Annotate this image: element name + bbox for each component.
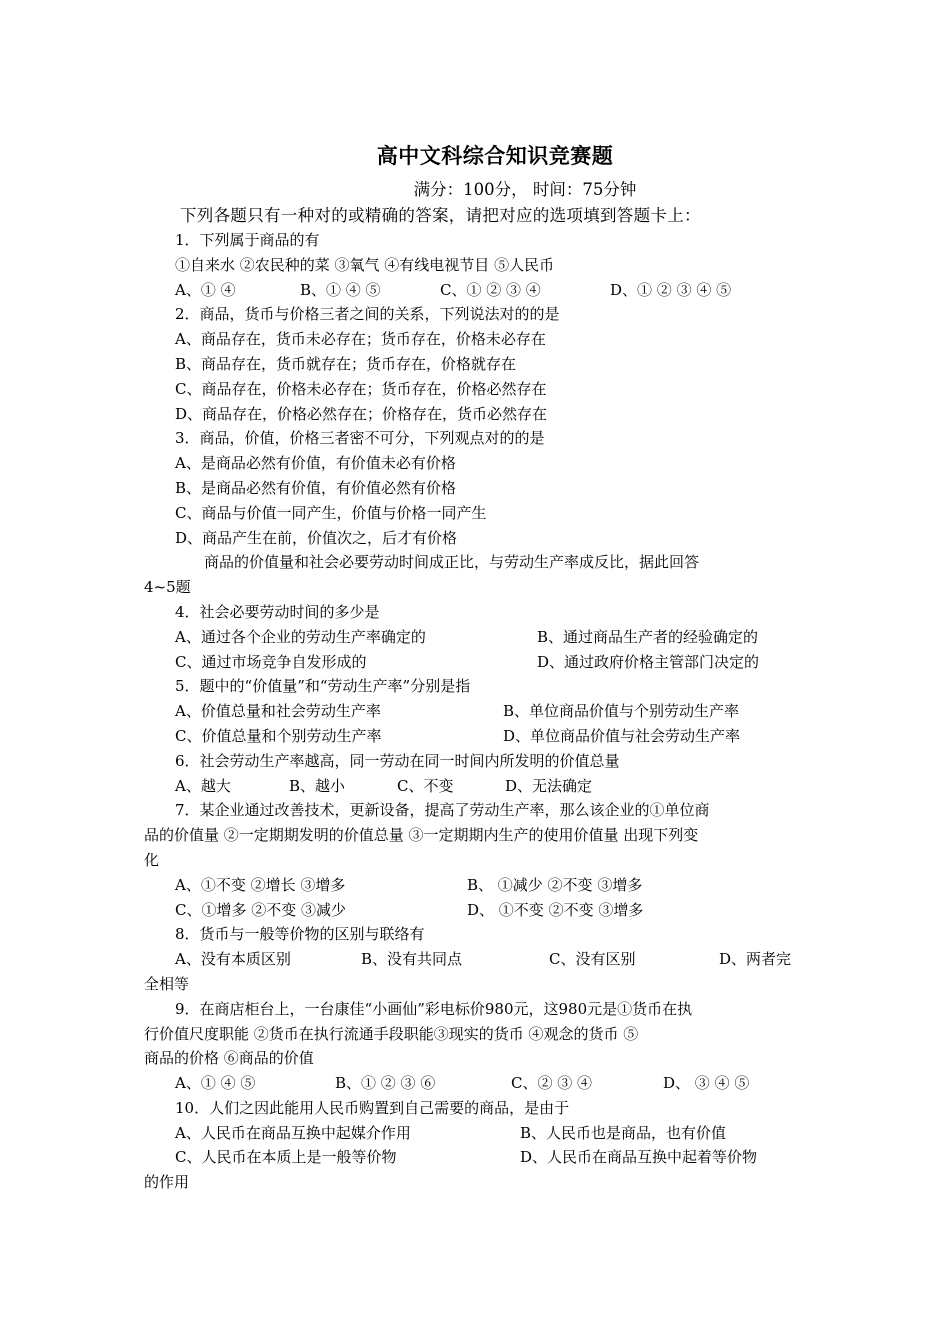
q8-option-d-continued: 全相等 — [144, 974, 190, 993]
q1-option-d: D、① ② ③ ④ ⑤ — [610, 280, 732, 299]
q9-options — [144, 1071, 809, 1096]
q7-option-c: C、①增多 ②不变 ③减少 — [175, 900, 347, 919]
q2-option-d: D、商品存在，价格必然存在；价格存在，货币必然存在 — [175, 404, 548, 423]
q4-option-d: D、通过政府价格主管部门决定的 — [537, 652, 760, 671]
q9-option-c: C、② ③ ④ — [511, 1074, 593, 1093]
q2-stem: 2．商品，货币与价格三者之间的关系，下列说法对的的是 — [175, 305, 560, 324]
q8-options — [144, 947, 809, 972]
q1-stem: 1．下列属于商品的有 — [175, 231, 320, 249]
q6-option-c: C、不变 — [397, 776, 454, 795]
q5-option-d: D、单位商品价值与社会劳动生产率 — [503, 726, 741, 745]
q7-option-b: B、 ①减少 ②不变 ③增多 — [467, 875, 643, 894]
q9-stem-line3: 商品的价格 ⑥商品的价值 — [144, 1049, 314, 1068]
q9-option-b: B、① ② ③ ⑥ — [335, 1074, 436, 1093]
passage-continued: 4~5题 — [144, 578, 191, 597]
q4-options-row1 — [144, 625, 809, 650]
q7-option-d: D、 ①不变 ②不变 ③增多 — [467, 900, 644, 919]
q9-stem-line2: 行价值尺度职能 ②货币在执行流通手段职能③现实的货币 ④观念的货币 ⑤ — [144, 1024, 639, 1043]
q2-option-c: C、商品存在，价格未必存在；货币存在，价格必然存在 — [175, 379, 547, 398]
q6-options — [144, 774, 809, 799]
q4-option-b: B、通过商品生产者的经验确定的 — [537, 627, 759, 646]
q6-stem: 6．社会劳动生产率越高，同一劳动在同一时间内所发明的价值总量 — [175, 751, 620, 770]
question-list — [144, 228, 809, 1195]
q10-options-row2 — [144, 1145, 809, 1170]
q7-options-row2 — [144, 898, 809, 923]
q5-options-row1 — [144, 699, 809, 724]
q1-options — [144, 278, 809, 303]
q1-option-c: C、① ② ③ ④ — [440, 280, 541, 299]
q10-option-c: C、人民币在本质上是一般等价物 — [175, 1148, 397, 1167]
q4-option-a: A、通过各个企业的劳动生产率确定的 — [175, 627, 426, 646]
q3-option-a: A、是商品必然有价值，有价值未必有价格 — [175, 454, 456, 473]
q5-stem: 5．题中的“价值量”和“劳动生产率”分别是指 — [175, 677, 471, 696]
q2-option-a: A、商品存在，货币未必存在；货币存在，价格未必存在 — [175, 330, 546, 349]
q8-option-c: C、没有区别 — [549, 950, 636, 969]
q5-option-b: B、单位商品价值与个别劳动生产率 — [503, 702, 740, 721]
q7-stem-line2: 品的价值量 ②一定期期发明的价值总量 ③一定期期内生产的使用价值量 出现下列变 — [144, 826, 699, 845]
instructions: 下列各题只有一种对的或精确的答案，请把对应的选项填到答题卡上： — [180, 206, 701, 225]
q5-option-c: C、价值总量和个别劳动生产率 — [175, 726, 382, 745]
q9-option-a: A、① ④ ⑤ — [175, 1074, 256, 1093]
q8-option-a: A、没有本质区别 — [175, 950, 291, 969]
q10-stem: 10．人们之因此能用人民币购置到自己需要的商品，是由于 — [175, 1098, 570, 1117]
q1-option-a: A、① ④ — [175, 280, 236, 299]
q3-option-b: B、是商品必然有价值，有价值必然有价格 — [175, 478, 457, 497]
q10-option-b: B、人民币也是商品，也有价值 — [520, 1123, 727, 1142]
q3-option-c: C、商品与价值一同产生，价值与价格一同产生 — [175, 503, 487, 522]
q5-option-a: A、价值总量和社会劳动生产率 — [175, 702, 381, 721]
q6-option-b: B、越小 — [289, 776, 346, 795]
q7-stem-line1: 7．某企业通过改善技术，更新设备，提高了劳动生产率，那么该企业的①单位商 — [175, 801, 710, 820]
q3-option-d: D、商品产生在前，价值次之，后才有价格 — [175, 528, 458, 547]
q7-stem-line3: 化 — [144, 850, 160, 869]
q8-stem: 8．货币与一般等价物的区别与联络有 — [175, 925, 425, 944]
q3-stem: 3．商品，价值，价格三者密不可分，下列观点对的的是 — [175, 429, 545, 448]
page-subtitle: 满分：100分， 时间：75分钟 — [413, 180, 637, 199]
q7-options-row1 — [144, 873, 809, 898]
q1-items: ①自来水 ②农民种的菜 ③氧气 ④有线电视节目 ⑤人民币 — [175, 255, 555, 274]
q10-option-d: D、人民币在商品互换中起着等价物 — [520, 1148, 758, 1167]
q9-option-d: D、 ③ ④ ⑤ — [663, 1074, 750, 1093]
q4-stem: 4．社会必要劳动时间的多少是 — [175, 602, 380, 621]
passage: 商品的价值量和社会必要劳动时间成正比，与劳动生产率成反比，据此回答 — [204, 553, 700, 572]
q4-option-c: C、通过市场竞争自发形成的 — [175, 652, 367, 671]
q2-option-b: B、商品存在，货币就存在；货币存在，价格就存在 — [175, 354, 517, 373]
page-title: 高中文科综合知识竞赛题 — [376, 143, 614, 168]
q6-option-d: D、无法确定 — [505, 776, 593, 795]
q10-option-a: A、人民币在商品互换中起媒介作用 — [175, 1123, 411, 1142]
q8-option-d: D、两者完 — [719, 950, 792, 969]
q5-options-row2 — [144, 724, 809, 749]
q7-option-a: A、①不变 ②增长 ③增多 — [175, 875, 346, 894]
q10-option-d-continued: 的作用 — [144, 1173, 190, 1192]
q6-option-a: A、越大 — [175, 776, 231, 795]
q4-options-row2 — [144, 650, 809, 675]
q1-option-b: B、① ④ ⑤ — [300, 280, 381, 299]
q8-option-b: B、没有共同点 — [361, 950, 463, 969]
q9-stem-line1: 9．在商店柜台上，一台康佳“小画仙”彩电标价980元，这980元是①货币在执 — [175, 999, 693, 1018]
q10-options-row1 — [144, 1121, 809, 1146]
